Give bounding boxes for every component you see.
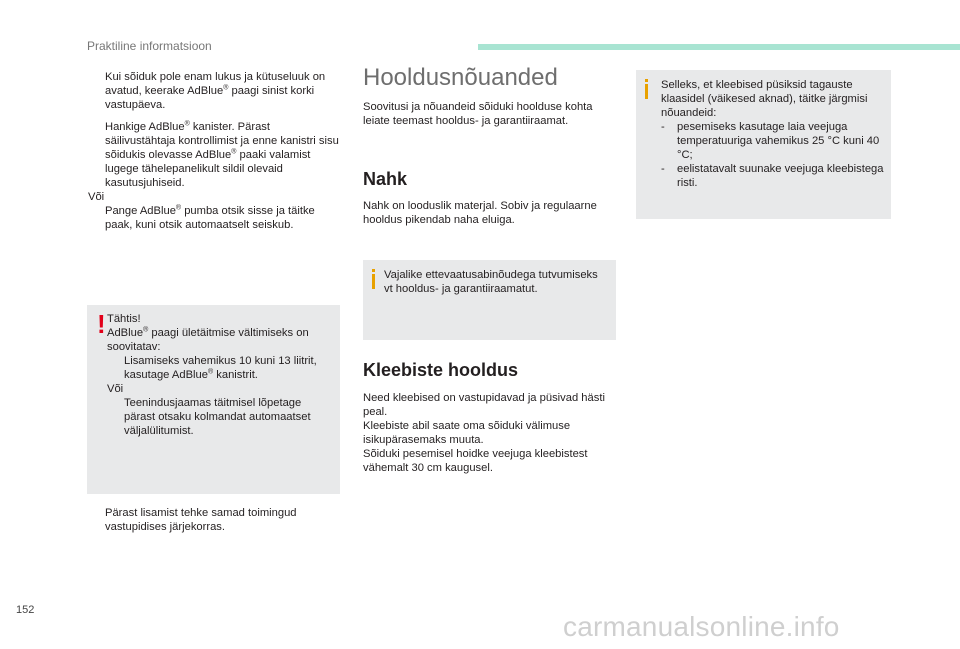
info-icon (645, 84, 648, 99)
page-number: 152 (16, 604, 35, 616)
section-title-nahk: Nahk (363, 169, 408, 189)
warning-text: AdBlue® paagi ületäitmise vältimiseks on soovitatav: (107, 326, 309, 353)
info-icon (372, 274, 375, 289)
info-box (363, 260, 616, 340)
list-item: Kui sõiduk pole enam lukus ja kütuseluuk on avatud, keerake AdBlue® paagi sinist korki vastupäeva. (105, 71, 326, 111)
list-item: - eelistatavalt suunake veejuga kleebistega risti. (661, 163, 884, 189)
info-text: Vajalike ettevaatusabinõudega tutvumiseks vt hooldus- ja garantiiraamatut. (384, 269, 598, 295)
page-title: Hooldusnõuanded (363, 64, 558, 91)
list-item: Teenindusjaamas täitmisel lõpetage pärast otsaku kolmandat automaatset väljalülitumist. (124, 397, 311, 437)
header-title: Praktiline informatsioon (87, 39, 212, 53)
watermark: carmanualsonline.info (563, 611, 840, 642)
kleebiste-text: Need kleebised on vastupidavad ja püsivad hästi peal. Kleebiste abil saate oma sõiduki välimuse isikupärasemaks muuta. Sõiduki pesemisel hoidke veejuga kleebistest vähemalt 30 cm kaugusel. (363, 392, 605, 474)
or-text: Või (107, 383, 124, 395)
list-item: Pange AdBlue® pumba otsik sisse ja täitke paak, kuni otsik automaatselt seiskub. (105, 204, 315, 231)
list-item: Pärast lisamist tehke samad toimingud vastupidises järjekorras. (105, 507, 297, 533)
warning-icon: ! (97, 309, 106, 339)
info-text: Selleks, et kleebised püsiksid tagauste klaasidel (väikesed aknad), täitke järgmisi nõuandeid: (661, 79, 868, 119)
warning-title: Tähtis! (107, 313, 141, 325)
list-item: - pesemiseks kasutage laia veejuga temperatuuriga vahemikus 25 °C kuni 40 °C; (661, 121, 880, 161)
header-accent-bar (478, 44, 960, 50)
list-item: Hankige AdBlue® kanister. Pärast säilivustähtaja kontrollimist ja enne kanistri sisu sõidukis olevasse AdBlue® paaki valamist lugege tähelepanelikult sildil olevaid kasutusjuhiseid. (105, 120, 339, 189)
intro-text: Soovitusi ja nõuandeid sõiduki hoolduse kohta leiate teemast hooldus- ja garantiiraamat. (363, 101, 593, 127)
nahk-text: Nahk on looduslik materjal. Sobiv ja regulaarne hooldus pikendab naha eluiga. (363, 200, 597, 226)
or-text: Või (88, 191, 105, 203)
left-column-bottom (88, 506, 343, 534)
warning-box (87, 305, 340, 494)
left-column (88, 70, 343, 232)
list-item: Lisamiseks vahemikus 10 kuni 13 liitrit, kasutage AdBlue® kanistrit. (124, 355, 317, 381)
section-title-kleebiste: Kleebiste hooldus (363, 360, 519, 380)
info-box-right (636, 70, 891, 219)
